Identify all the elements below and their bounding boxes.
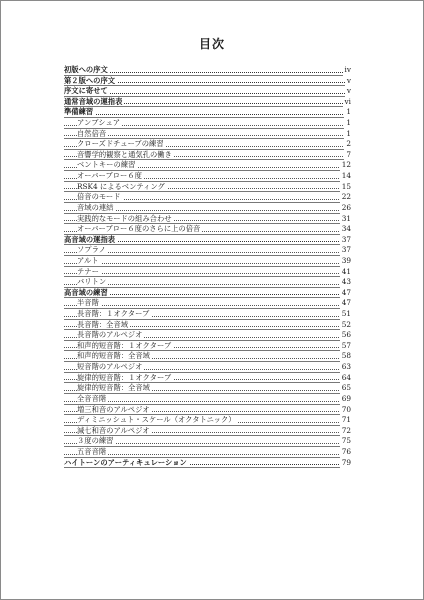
toc-entry-title: 実践的なモードの組み合わせ <box>77 213 172 223</box>
toc-entry <box>64 405 351 416</box>
toc-entry-title: オーバーブロー６度のさらに上の倍音 <box>77 224 201 234</box>
toc-entry <box>64 436 351 447</box>
toc-entry <box>64 139 351 150</box>
toc-entry-title: オーバーブロー６度 <box>77 171 142 181</box>
toc-entry <box>64 277 351 288</box>
toc-entry-page: 76 <box>341 446 351 456</box>
toc-entry-title: アンブシュア <box>77 118 121 128</box>
toc-entry-title: アルト <box>77 255 99 265</box>
toc-entry-title: 音響学的観察と通気孔の働き <box>77 149 172 159</box>
toc-entry-title: 和声的短音階：全音域 <box>77 351 150 361</box>
toc-entry-title: 半音階 <box>77 298 99 308</box>
toc-entry-page: 47 <box>341 287 351 297</box>
page-title: 目次 <box>198 37 225 51</box>
toc-entry <box>64 97 351 108</box>
toc-entry <box>64 298 351 309</box>
toc-entry-page: 31 <box>341 213 351 223</box>
toc-entry <box>64 320 351 331</box>
toc-entry <box>64 150 351 161</box>
toc-entry-page: 37 <box>341 245 351 255</box>
toc-entry-title: 長音階のアルペジオ <box>77 330 143 340</box>
toc-entry <box>64 341 351 352</box>
toc-entry-page: 75 <box>341 436 351 446</box>
dot-leader <box>64 114 351 115</box>
dot-leader <box>64 305 351 306</box>
toc-entry-title: ベントキーの練習 <box>77 160 136 170</box>
toc-entry-title: 旋律的短音階：全音域 <box>77 383 150 393</box>
toc-entry-page: iv <box>344 65 351 74</box>
toc-entry-page: vi <box>344 96 351 106</box>
toc-entry-page: 70 <box>341 404 351 414</box>
toc-entry-title: 自然倍音 <box>77 128 107 138</box>
toc-entry-title: 減七和音のアルペジオ <box>77 425 150 435</box>
toc-entry-page: 69 <box>341 393 351 403</box>
toc-entry-page: 43 <box>341 277 351 287</box>
toc-entry <box>64 245 351 256</box>
toc-entry-title: 和声的短音階：１オクターブ <box>77 340 172 350</box>
toc-entry-title: 長音階：１オクターブ <box>77 309 150 319</box>
toc-entry <box>64 362 351 373</box>
toc-entry-page: 39 <box>341 255 351 265</box>
toc-entry-page: 47 <box>341 298 351 308</box>
toc-entry <box>64 65 351 76</box>
toc-entry-page: 65 <box>341 383 351 393</box>
toc-entry-page: 37 <box>341 234 351 244</box>
toc-entry <box>64 267 351 278</box>
toc-entry-page: 63 <box>341 362 351 372</box>
toc-entry-page: 57 <box>341 340 351 350</box>
toc-entry-page: 15 <box>341 181 351 191</box>
toc-entry <box>64 373 351 384</box>
toc-entry-title: 第２版への序文 <box>64 75 116 85</box>
toc-entry <box>64 182 351 193</box>
toc-entry-title: 高音域の練習 <box>64 287 108 297</box>
toc-entry-page: 14 <box>341 171 351 181</box>
toc-entry-title: ディミニッシュト・スケール（オクタトニック） <box>77 415 236 425</box>
toc-entry <box>64 160 351 171</box>
toc-entry-page: 79 <box>341 457 351 467</box>
toc-entry <box>64 458 351 469</box>
toc-entry-title: クローズドチューブの練習 <box>77 139 164 149</box>
toc-entry-title: 全音音階 <box>77 393 107 403</box>
toc-entry <box>64 309 351 320</box>
toc-entry <box>64 426 351 437</box>
toc-entry-page: 12 <box>341 160 351 170</box>
toc-entry <box>64 203 351 214</box>
toc-entry-title: ３度の練習 <box>77 436 114 446</box>
toc-entry <box>64 171 351 182</box>
toc-entry-page: v <box>346 75 351 85</box>
toc-entry <box>64 383 351 394</box>
toc-entry <box>64 214 351 225</box>
toc-entry-page: 52 <box>341 319 351 329</box>
toc-entry-page: 2 <box>346 139 351 149</box>
toc-entry-title: 長音階：全音域 <box>77 319 129 329</box>
toc-entry-page: 71 <box>341 415 351 425</box>
toc-entry-title: 通常音域の運指表 <box>64 96 123 106</box>
toc-entry-title: ハイトーンのアーティキュレーション <box>64 457 187 467</box>
toc-entry-page: 7 <box>346 149 351 159</box>
toc-entry <box>64 330 351 341</box>
toc-entry-page: v <box>346 86 351 96</box>
toc-entry-title: 増三和音のアルペジオ <box>77 404 150 414</box>
toc-entry <box>64 224 351 235</box>
toc-entry <box>64 76 351 87</box>
toc-entry <box>64 118 351 129</box>
toc-entry-title: 旋律的短音階：１オクターブ <box>77 372 172 382</box>
toc-entry <box>64 192 351 203</box>
toc-entry <box>64 86 351 97</box>
toc-entry-page: 51 <box>341 309 351 319</box>
toc-entry-page: 72 <box>341 425 351 435</box>
toc-entry <box>64 256 351 267</box>
toc-entry-page: 1 <box>346 107 351 117</box>
toc-entry <box>64 235 351 246</box>
toc-entry-page: 22 <box>341 192 351 202</box>
toc-entry <box>64 351 351 362</box>
toc-entry <box>64 447 351 458</box>
toc-entry <box>64 107 351 118</box>
toc-entry <box>64 415 351 426</box>
toc-entry-title: テナー <box>77 266 99 276</box>
toc-entry <box>64 129 351 140</box>
toc-entry-title: 高音域の運指表 <box>64 234 116 244</box>
toc-entry-title: ソプラノ <box>77 245 106 255</box>
toc-entry-page: 26 <box>341 202 351 212</box>
toc-entry-page: 1 <box>346 128 351 138</box>
toc-entry-title: バリトン <box>77 277 107 287</box>
toc-entry-page: 41 <box>341 266 351 276</box>
toc-entry-page: 1 <box>346 118 351 128</box>
toc-entry-title: RSK4 によるベンティング <box>77 181 165 191</box>
toc-entry-page: 56 <box>341 330 351 340</box>
toc-entry-title: 音域の連結 <box>77 202 114 212</box>
dot-leader <box>64 273 351 274</box>
toc-entry <box>64 394 351 405</box>
toc-entry-page: 58 <box>341 351 351 361</box>
toc-entry-title: 倍音のモード <box>77 192 121 202</box>
dot-leader <box>64 263 351 264</box>
toc-entry-title: 五音音階 <box>77 446 107 456</box>
toc-entry-title: 序文に寄せて <box>64 86 108 96</box>
toc-entry <box>64 288 351 299</box>
toc-entry-page: 34 <box>341 224 351 234</box>
table-of-contents <box>64 65 351 468</box>
toc-entry-page: 64 <box>341 372 351 382</box>
toc-entry-title: 初版への序文 <box>64 65 108 74</box>
row-rule <box>64 467 351 468</box>
toc-entry-title: 準備練習 <box>64 107 94 117</box>
toc-entry-title: 短音階のアルペジオ <box>77 362 143 372</box>
